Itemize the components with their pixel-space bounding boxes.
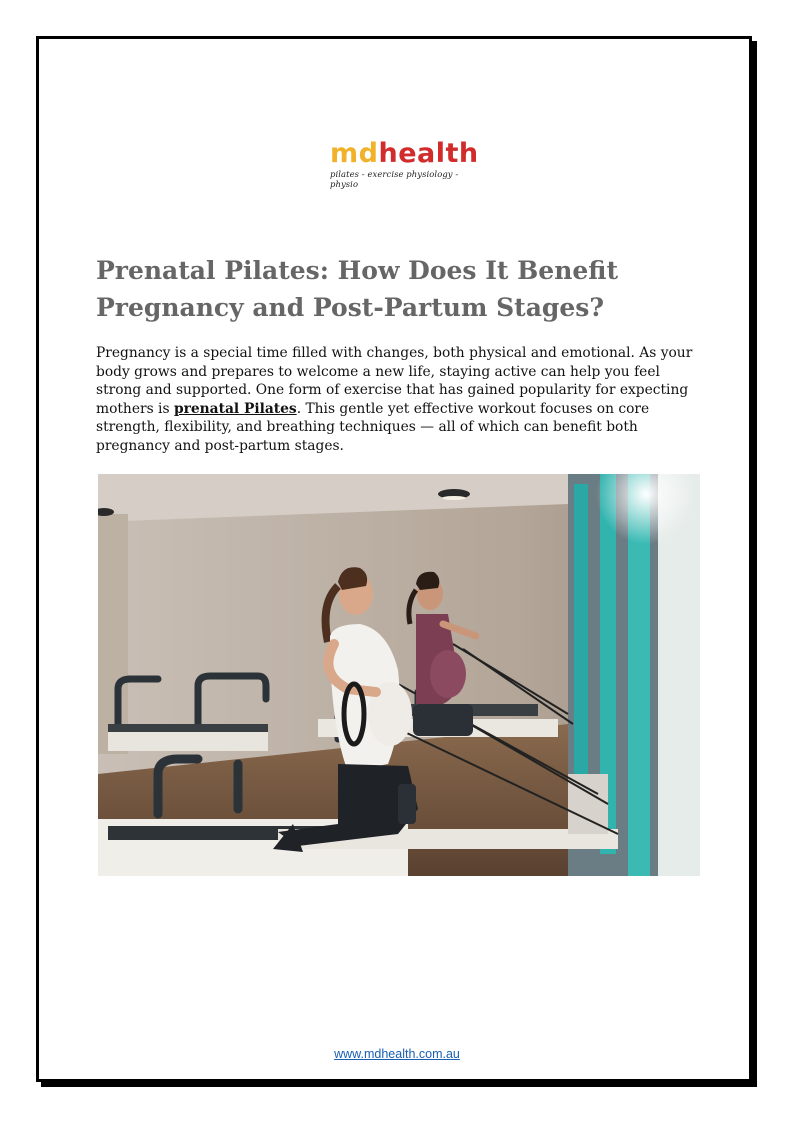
logo-wordmark bbox=[330, 140, 480, 168]
page-title: Prenatal Pilates: How Does It Benefit Pregnancy and Post-Partum Stages? bbox=[96, 256, 618, 322]
mdhealth-logo bbox=[330, 138, 480, 189]
footer-website-link[interactable]: www.mdhealth.com.au bbox=[334, 1047, 460, 1061]
intro-text-end: . This gentle yet effective workout focuses on core strength, flexibility, and breathing techniques — all of which can benefit both pregnancy and post-partum stages. bbox=[96, 400, 650, 454]
prenatal-pilates-link[interactable]: prenatal Pilates bbox=[173, 400, 297, 417]
logo-tagline: pilates - exercise physiology - physio bbox=[330, 169, 459, 189]
intro-paragraph bbox=[96, 344, 700, 456]
intro-text-start: Pregnancy is a special time filled with changes, both physical and emotional. As your body grows and prepares to welcome a new life, staying active can help you feel strong and supported. One form of exercise that has gained popularity for expecting mothers is bbox=[96, 345, 693, 417]
pilates-photo-illustration bbox=[98, 474, 700, 876]
pilates-studio-photo bbox=[98, 474, 700, 876]
logo-health-text: health bbox=[378, 138, 479, 169]
logo-md-text: md bbox=[330, 138, 379, 169]
